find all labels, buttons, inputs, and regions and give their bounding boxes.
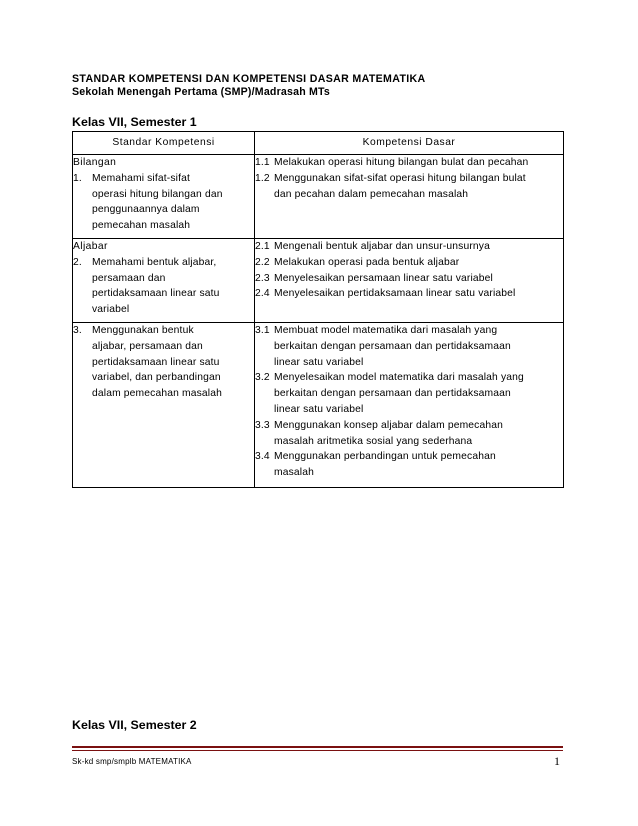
sk-line: pemecahan masalah [92,220,191,232]
sk-number: 1. [73,172,82,184]
sk-item [73,255,254,318]
kd-line: berkaitan dengan persamaan dan pertidaksamaan [274,388,511,400]
kd-number: 2.1 [255,241,270,252]
kd-item [255,271,563,287]
kd-number: 2.4 [255,288,270,300]
section-heading-semester-2: Kelas VII, Semester 2 [72,718,197,732]
sk-line: Memahami sifat-sifat [92,172,190,184]
kd-line: Melakukan operasi hitung bilangan bulat dan pecahan [274,157,529,168]
table-row [73,155,564,239]
kd-text [274,171,563,203]
kd-line: masalah [274,467,314,479]
sk-line: dalam pemecahan masalah [92,388,222,400]
column-header-standar-kompetensi: Standar Kompetensi [73,132,255,155]
kd-number: 3.1 [255,325,270,336]
sk-cell [73,323,255,488]
kd-text [274,239,563,255]
kd-item [255,323,563,370]
kd-line: Melakukan operasi pada bentuk aljabar [274,256,460,268]
kd-line: Menyelesaikan pertidaksamaan linear satu variabel [274,288,516,300]
table-header-row [73,132,564,155]
kd-item [255,171,563,203]
kd-cell [255,155,564,239]
sk-title: Aljabar [73,241,108,252]
kd-text [274,255,563,271]
kd-number: 2.2 [255,256,270,268]
kd-line: Menggunakan perbandingan untuk pemecahan [274,451,496,463]
sk-line: variabel, dan perbandingan [92,372,221,384]
kd-text [274,271,563,287]
sk-cell [73,155,255,239]
kd-line: Membuat model matematika dari masalah yang [274,325,498,336]
sk-item [73,171,254,234]
kd-item [255,370,563,417]
kd-number: 2.3 [255,272,270,284]
kd-text [274,323,563,370]
kd-item [255,239,563,255]
kd-text [274,155,563,171]
kd-cell [255,239,564,323]
kd-text [274,449,563,481]
kd-item [255,286,563,302]
sk-number: 2. [73,256,82,268]
kd-item [255,155,563,171]
sk-line: pertidaksamaan linear satu [92,356,220,368]
kd-line: masalah aritmetika sosial yang sederhana [274,435,473,447]
page-number: 1 [554,754,560,768]
kd-line: Menyelesaikan model matematika dari masalah yang [274,372,524,384]
sk-line: pertidaksamaan linear satu [92,288,220,300]
kd-line: Menggunakan konsep aljabar dalam pemecahan [274,419,503,431]
sk-text [92,255,254,318]
kd-line: linear satu variabel [274,356,364,368]
sk-line: Memahami bentuk aljabar, [92,256,217,268]
document-title: STANDAR KOMPETENSI DAN KOMPETENSI DASAR MATEMATIKA [72,73,426,85]
sk-line: variabel [92,304,130,316]
kd-line: Menggunakan sifat-sifat operasi hitung bilangan bulat [274,172,526,184]
sk-item [73,323,254,402]
sk-text [92,171,254,234]
kd-text [274,370,563,417]
table-row [73,239,564,323]
footer-label: Sk-kd smp/smplb MATEMATIKA [72,757,192,766]
kd-number: 3.3 [255,419,270,431]
footer-rule-thin [72,750,563,751]
sk-line: persamaan dan [92,272,166,284]
kd-line: dan pecahan dalam pemecahan masalah [274,188,469,200]
sk-line: Menggunakan bentuk [92,325,194,336]
kd-item [255,449,563,481]
document-subtitle: Sekolah Menengah Pertama (SMP)/Madrasah MTs [72,86,331,98]
kd-text [274,418,563,450]
sk-line: operasi hitung bilangan dan [92,188,223,200]
sk-line: penggunaannya dalam [92,204,200,216]
section-heading-semester-1: Kelas VII, Semester 1 [72,115,197,129]
sk-cell [73,239,255,323]
kd-item [255,255,563,271]
sk-title: Bilangan [73,157,117,168]
sk-line: aljabar, persamaan dan [92,340,203,352]
column-header-kompetensi-dasar: Kompetensi Dasar [255,132,564,155]
sk-number: 3. [73,325,82,336]
kd-line: Mengenali bentuk aljabar dan unsur-unsurnya [274,241,490,252]
kd-number: 3.2 [255,372,270,384]
kd-text [274,286,563,302]
sk-text [92,323,254,402]
kd-line: Menyelesaikan persamaan linear satu variabel [274,272,493,284]
competency-table [72,131,564,488]
kd-item [255,418,563,450]
kd-number: 1.2 [255,172,270,184]
kd-line: linear satu variabel [274,403,364,415]
kd-number: 1.1 [255,157,270,168]
kd-number: 3.4 [255,451,270,463]
kd-cell [255,323,564,488]
kd-line: berkaitan dengan persamaan dan pertidaksamaan [274,340,511,352]
footer-rule [72,746,563,748]
table-row [73,323,564,488]
